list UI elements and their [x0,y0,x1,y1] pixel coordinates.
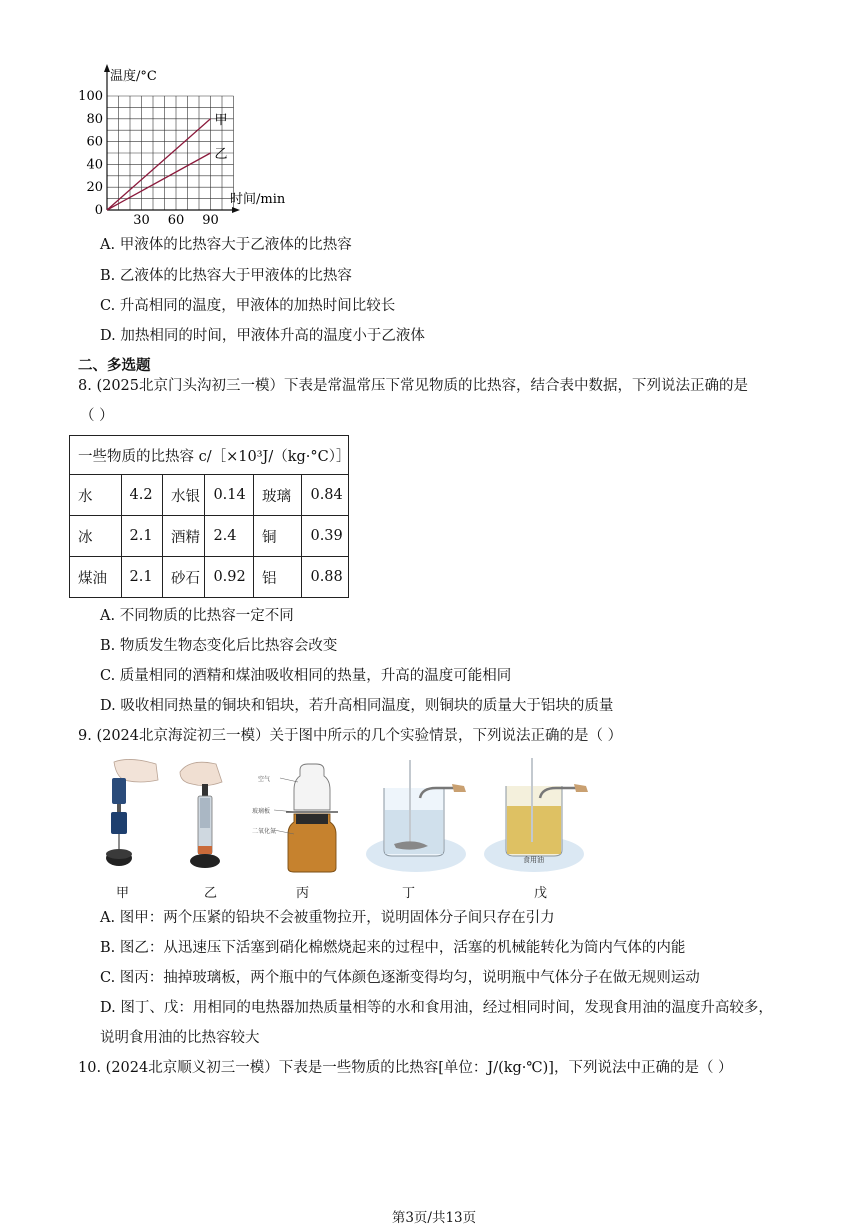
q8-stem: 8. (2025北京门头沟初三一模）下表是常温常压下常见物质的比热容，结合表中数据，下列说法正确的是 [78,378,748,394]
y-tick-label: 40 [86,157,103,173]
bing-label-air: 空气 [258,776,271,783]
x-tick-labels [133,213,219,225]
page-number: 第3页/共13页 [391,1210,477,1226]
q9-option-c: C. 图丙：抽掉玻璃板，两个瓶中的气体颜色逐渐变得均匀，说明瓶中气体分子在做无规则运动 [100,970,700,986]
figure-bing-gas-diffusion [252,762,344,874]
table-cell: 水银 [162,475,204,516]
x-axis-arrow [232,207,240,213]
q7-option-c: C. 升高相同的温度，甲液体的加热时间比较长 [100,298,396,314]
table-cell: 铜 [253,516,302,557]
table-row [70,475,349,516]
table-cell: 玻璃 [253,475,302,516]
table-row [70,557,349,598]
q8-answer-paren: （ ） [80,408,114,424]
q9-option-d: D. 图丁、戊：用相同的电热器加热质量相等的水和食用油，经过相同时间，发现食用油的温度升高较多， [100,1000,773,1016]
q8-option-b: B. 物质发生物态变化后比热容会改变 [100,638,338,654]
y-axis-label: 温度/°C [110,69,157,84]
graph-series [107,113,228,210]
figure-wu-oil-heating [482,758,592,874]
table-cell: 水 [70,475,122,516]
table-cell: 2.4 [205,516,254,557]
table-cell: 0.88 [302,557,349,598]
q8-option-a: A. 不同物质的比热容一定不同 [100,608,294,624]
q9-stem: 9. (2024北京海淀初三一模）关于图中所示的几个实验情景，下列说法正确的是（ ） [78,728,623,744]
series-label: 乙 [214,147,228,162]
table-cell: 2.1 [121,557,162,598]
table-cell: 0.39 [302,516,349,557]
table-cell: 砂石 [162,557,204,598]
q8-option-d: D. 吸收相同热量的铜块和铝块，若升高相同温度，则铜块的质量大于铝块的质量 [100,698,614,714]
y-tick-label: 20 [86,180,103,196]
q9-option-a: A. 图甲：两个压紧的铅块不会被重物拉开，说明固体分子间只存在引力 [100,910,555,926]
table-cell: 铝 [253,557,302,598]
figure-label-wu: 戊 [534,886,548,901]
specific-heat-table [69,435,349,598]
figure-yi-fire-syringe [176,758,236,873]
y-tick-label: 60 [86,134,103,150]
table-cell: 0.14 [205,475,254,516]
y-tick-labels [78,89,103,218]
table-cell: 煤油 [70,557,122,598]
figure-label-yi: 乙 [204,886,218,901]
series-line [107,153,211,210]
x-tick-label: 90 [202,213,219,225]
q7-option-b: B. 乙液体的比热容大于甲液体的比热容 [100,268,352,284]
section-title: 二、多选题 [78,357,151,374]
q9-option-b: B. 图乙：从迅速压下活塞到硝化棉燃烧起来的过程中，活塞的机械能转化为筒内气体的内能 [100,940,686,956]
series-label: 甲 [214,112,228,128]
x-tick-label: 30 [133,213,150,225]
x-tick-label: 60 [167,213,185,225]
figure-label-ding: 丁 [402,886,416,901]
table-cell: 酒精 [162,516,204,557]
figure-jia-lead-blocks [100,758,162,873]
table-cell: 0.92 [205,557,254,598]
table-cell: 2.1 [121,516,162,557]
bing-label-glass: 玻璃板 [252,808,271,815]
table-row [70,516,349,557]
q7-option-d: D. 加热相同的时间，甲液体升高的温度小于乙液体 [100,328,425,344]
wu-label-oil: 食用油 [523,856,544,864]
y-tick-label: 80 [86,111,103,127]
q10-stem: 10. (2024北京顺义初三一模）下表是一些物质的比热容[单位：J/(kg·℃)]，下列说法中正确的是（ ） [78,1060,733,1076]
y-tick-label: 0 [94,203,103,218]
figure-label-bing: 丙 [296,886,310,901]
figure-ding-water-heating [364,758,468,874]
table-header: 一些物质的比热容 c/［×10³J/（kg·°C）］ [70,436,349,475]
temperature-time-graph [60,60,300,225]
q8-option-c: C. 质量相同的酒精和煤油吸收相同的热量，升高的温度可能相同 [100,668,512,684]
figure-label-jia: 甲 [116,886,130,901]
table-cell: 0.84 [302,475,349,516]
q9-option-d-continued: 说明食用油的比热容较大 [100,1030,260,1046]
q7-option-a: A. 甲液体的比热容大于乙液体的比热容 [100,237,352,253]
table-cell: 4.2 [121,475,162,516]
x-axis-label: 时间/min [230,192,286,207]
bing-label-no2: 二氧化氮 [252,828,277,835]
y-tick-label: 100 [78,89,103,104]
table-cell: 冰 [70,516,122,557]
